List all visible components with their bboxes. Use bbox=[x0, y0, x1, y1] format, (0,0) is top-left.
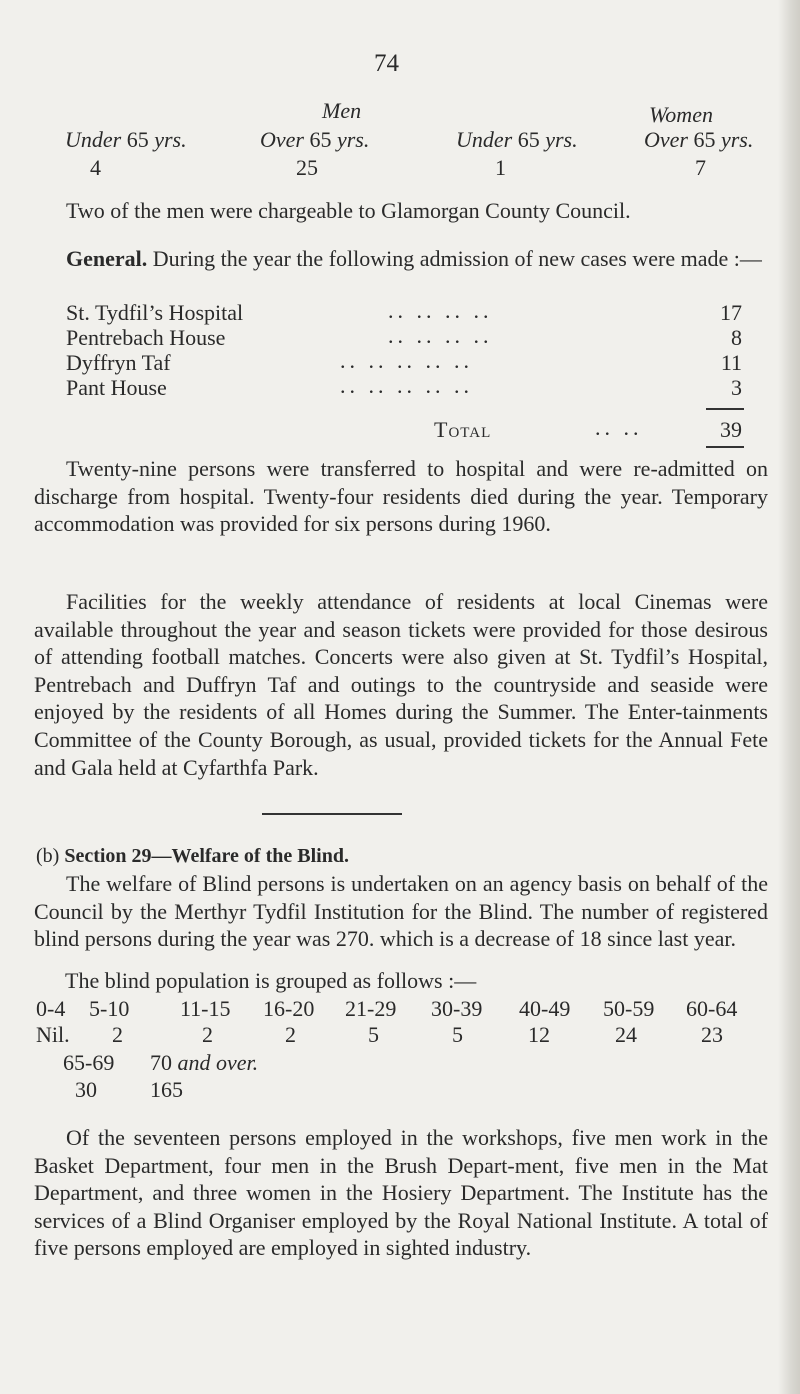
age-count: 165 bbox=[150, 1077, 183, 1102]
col-value: 7 bbox=[695, 155, 706, 180]
col-heading: Over 65 yrs. bbox=[644, 127, 754, 152]
total-rule-bottom bbox=[706, 446, 744, 448]
age-count: 2 bbox=[285, 1022, 296, 1047]
admission-name: Pentrebach House bbox=[66, 325, 226, 350]
general-paragraph: General. During the year the following admission of new cases were made :— bbox=[66, 246, 762, 271]
age-count: Nil. bbox=[36, 1022, 70, 1047]
admission-name: Pant House bbox=[66, 375, 167, 400]
age-count: 12 bbox=[528, 1022, 550, 1047]
workshops-paragraph: Of the seventeen persons employed in the workshops, five men work in the Basket Department, four men in the Brush Depart-ment, five men in the Mat Department, and three women in the Hosiery Department. The Institute has the services of a Blind Organiser employed by the Royal National Institute. A total of five persons employed are employed in sighted industry. bbox=[34, 1125, 768, 1261]
age-range: 16-20 bbox=[263, 996, 315, 1021]
col-value: 4 bbox=[90, 155, 101, 180]
age-count: 2 bbox=[202, 1022, 213, 1047]
age-count: 2 bbox=[112, 1022, 123, 1047]
admission-count: 17 bbox=[720, 300, 742, 325]
col-heading: Under 65 yrs. bbox=[456, 127, 578, 152]
section-divider bbox=[262, 813, 402, 815]
chargeable-note: Two of the men were chargeable to Glamorgan County Council. bbox=[66, 198, 631, 223]
col-heading: Over 65 yrs. bbox=[260, 127, 370, 152]
men-label: Men bbox=[322, 98, 362, 123]
age-range: 70 and over. bbox=[150, 1050, 259, 1075]
age-range: 40-49 bbox=[519, 996, 571, 1021]
admission-name: St. Tydfil’s Hospital bbox=[66, 300, 244, 325]
col-value: 1 bbox=[495, 155, 506, 180]
total-value: 39 bbox=[720, 417, 742, 442]
blind-welfare-paragraph: The welfare of Blind persons is undertaken on an agency basis on behalf of the Council by the Merthyr Tydfil Institution for the Blind. The number of registered blind persons during the year was 270. which is a decrease of 18 since last year. bbox=[34, 871, 768, 952]
age-range: 0-4 bbox=[36, 996, 66, 1021]
grouped-intro: The blind population is grouped as follows :— bbox=[65, 968, 477, 993]
admission-count: 3 bbox=[731, 375, 742, 400]
total-label: Total bbox=[434, 417, 492, 442]
age-count: 30 bbox=[75, 1077, 97, 1102]
age-range: 30-39 bbox=[431, 996, 483, 1021]
admission-name: Dyffryn Taf bbox=[66, 350, 171, 375]
leader-dots: .. .. .. .. bbox=[388, 298, 493, 323]
women-label: Women bbox=[649, 102, 713, 127]
section-heading: (b) Section 29—Welfare of the Blind. bbox=[36, 845, 349, 867]
total-rule-top bbox=[706, 408, 744, 410]
col-value: 25 bbox=[296, 155, 318, 180]
age-count: 24 bbox=[615, 1022, 637, 1047]
facilities-paragraph: Facilities for the weekly attendance of residents at local Cinemas were available throughout the year and season tickets were provided for those desirous of attending football matches. Concerts were also given at St. Tydfil’s Hospital, Pentrebach and Duffryn Taf and outings to the countryside and seaside were enjoyed by the residents of all Homes during the Summer. The Enter-tainments Committee of the County Borough, as usual, provided tickets for the Annual Fete and Gala held at Cyfarthfa Park. bbox=[34, 589, 768, 780]
leader-dots: .. .. .. .. .. bbox=[340, 373, 473, 398]
col-heading: Under 65 yrs. bbox=[65, 127, 187, 152]
age-range: 60-64 bbox=[686, 996, 738, 1021]
age-count: 5 bbox=[452, 1022, 463, 1047]
age-count: 23 bbox=[701, 1022, 723, 1047]
leader-dots: .. .. bbox=[595, 415, 643, 440]
page-number: 74 bbox=[374, 50, 399, 77]
admission-count: 8 bbox=[731, 325, 742, 350]
age-range: 21-29 bbox=[345, 996, 397, 1021]
age-range: 11-15 bbox=[180, 996, 231, 1021]
age-count: 5 bbox=[368, 1022, 379, 1047]
transfer-paragraph: Twenty-nine persons were transferred to hospital and were re-admitted on discharge from hospital. Twenty-four residents died during the year. Temporary accommodation was provided for six persons during 1960. bbox=[34, 456, 768, 537]
leader-dots: .. .. .. .. bbox=[388, 323, 493, 348]
page-edge-shadow bbox=[778, 0, 800, 1394]
age-range: 5-10 bbox=[89, 996, 130, 1021]
admission-count: 11 bbox=[720, 350, 742, 375]
age-range: 50-59 bbox=[603, 996, 655, 1021]
leader-dots: .. .. .. .. .. bbox=[340, 348, 473, 373]
age-range: 65-69 bbox=[63, 1050, 115, 1075]
